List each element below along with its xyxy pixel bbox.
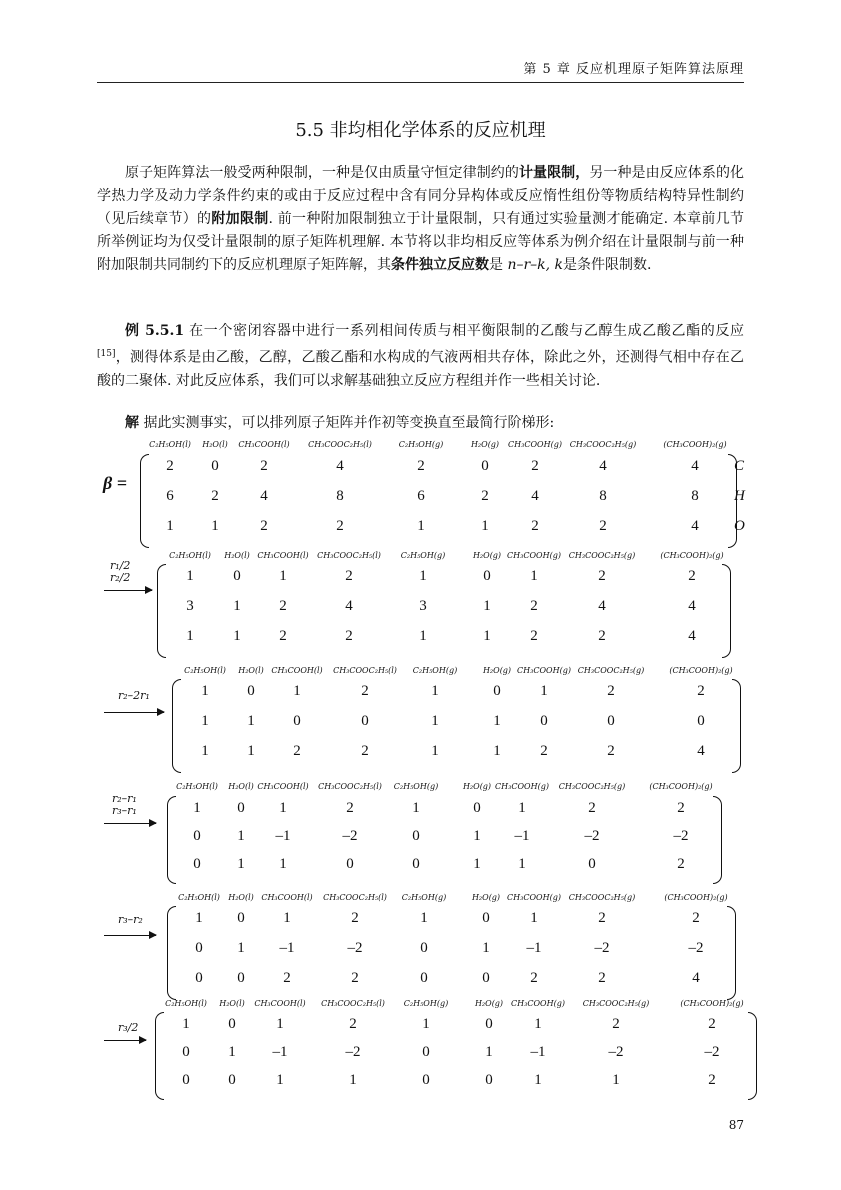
matrix-cell: –2 (342, 828, 358, 844)
species-header: H₂O(l) (224, 551, 250, 560)
matrix-cell: 0 (228, 1072, 236, 1088)
transform-arrow (104, 935, 156, 936)
intro-text-5: 是条件限制数. (563, 257, 652, 273)
matrix-cell: 1 (193, 800, 201, 816)
species-header: CH₃COOH(g) (511, 999, 565, 1008)
species-header: C₂H₅OH(g) (401, 893, 447, 902)
species-header: CH₃COOC₂H₅(l) (308, 440, 372, 449)
intro-text-4: 是 (489, 257, 508, 273)
species-header: (CH₃COOH)₂(g) (680, 999, 744, 1008)
species-header: C₂H₅OH(g) (403, 999, 449, 1008)
matrix-cell: 0 (237, 910, 245, 926)
species-header: CH₃COOC₂H₅(l) (317, 551, 381, 560)
matrix-cell: –2 (673, 828, 689, 844)
matrix-cell: 1 (228, 1044, 236, 1060)
matrix-cell: 3 (186, 598, 194, 614)
intro-text-2: 另一种是由反应体系的化学热力学及动力学条件约束的或由于反应过程中含有同分异构体或反应惰性组份等物质结构特异性制约（见后续章节）的 (97, 165, 745, 227)
species-header: C₂H₅OH(l) (176, 782, 218, 791)
matrix-cell: 6 (417, 488, 425, 504)
species-header: H₂O(g) (482, 666, 512, 675)
species-header: H₂O(l) (202, 440, 228, 449)
matrix-cell: 1 (186, 568, 194, 584)
matrix-cell: –2 (347, 940, 363, 956)
species-header: CH₃COOH(g) (507, 893, 561, 902)
transform-arrow (104, 590, 152, 591)
row-operation-label: r₂–r₁ r₃–r₁ (112, 792, 137, 817)
species-header: CH₃COOC₂H₅(g) (568, 893, 636, 902)
solution-label: 解 (125, 415, 139, 431)
matrix-cell: 1 (493, 743, 501, 759)
matrix-cell: 0 (588, 856, 596, 872)
paragraph-solution (97, 412, 744, 435)
matrix-cell: 1 (483, 628, 491, 644)
species-header: C₂H₅OH(l) (184, 666, 226, 675)
species-header: CH₃COOC₂H₅(g) (558, 782, 626, 791)
transform-arrow (104, 712, 164, 713)
matrix-cell: 1 (279, 800, 287, 816)
matrix-cell: 2 (166, 458, 174, 474)
matrix-cell: 0 (607, 713, 615, 729)
matrix-cell: 2 (279, 598, 287, 614)
matrix-cell: 1 (276, 1072, 284, 1088)
matrix-cell: 1 (485, 1044, 493, 1060)
matrix-cell: 2 (607, 683, 615, 699)
matrix-cell: 1 (233, 598, 241, 614)
species-header: CH₃COOC₂H₅(g) (568, 551, 636, 560)
matrix-cell: 4 (599, 458, 607, 474)
matrix-cell: 0 (485, 1072, 493, 1088)
matrix-cell: 4 (345, 598, 353, 614)
beta-label: β = (103, 473, 127, 493)
matrix-cell: 2 (599, 518, 607, 534)
matrix-cell: 2 (283, 970, 291, 986)
row-operation-label: r₂–2r₁ (118, 689, 150, 702)
species-header: H₂O(l) (238, 666, 264, 675)
species-header: CH₃COOC₂H₅(l) (323, 893, 387, 902)
matrix-cell: 2 (598, 628, 606, 644)
species-header: C₂H₅OH(g) (393, 782, 439, 791)
species-header: H₂O(l) (219, 999, 245, 1008)
matrix-cell: 1 (293, 683, 301, 699)
matrix-cell: 4 (260, 488, 268, 504)
running-header: 第 5 章 反应机理原子矩阵算法原理 (97, 58, 744, 83)
matrix-cell: 0 (247, 683, 255, 699)
matrix-cell: 1 (279, 568, 287, 584)
matrix-cell: 0 (420, 970, 428, 986)
matrix-cell: 2 (530, 970, 538, 986)
matrix-cell: 1 (201, 683, 209, 699)
species-header: CH₃COOC₂H₅(g) (582, 999, 650, 1008)
matrix-cell: 0 (483, 568, 491, 584)
matrix-cell: 1 (431, 743, 439, 759)
matrix-cell: 2 (417, 458, 425, 474)
matrix-cell: 1 (612, 1072, 620, 1088)
matrix-cell: 4 (598, 598, 606, 614)
transform-arrow (104, 1040, 146, 1041)
matrix-cell: 1 (201, 713, 209, 729)
matrix-cell: 2 (260, 458, 268, 474)
example-reference: [15] (97, 349, 116, 359)
matrix-cell: 0 (228, 1016, 236, 1032)
matrix-cell: 2 (708, 1072, 716, 1088)
matrix-cell: 0 (422, 1072, 430, 1088)
matrix-cell: 2 (349, 1016, 357, 1032)
matrix-cell: 2 (279, 628, 287, 644)
matrix-cell: 2 (361, 683, 369, 699)
element-row-label: C (734, 458, 745, 474)
matrix-cell: 1 (186, 628, 194, 644)
matrix-cell: 2 (677, 800, 685, 816)
matrix-cell: 2 (361, 743, 369, 759)
matrix-cell: 2 (211, 488, 219, 504)
matrix-cell: 0 (493, 683, 501, 699)
species-header: CH₃COOH(l) (257, 551, 309, 560)
matrix-cell: 1 (534, 1072, 542, 1088)
matrix-cell: 1 (211, 518, 219, 534)
species-header: H₂O(g) (462, 782, 492, 791)
example-label: 例 5.5.1 (125, 323, 185, 339)
matrix-cell: 2 (588, 800, 596, 816)
matrix-cell: 2 (260, 518, 268, 534)
matrix-cell: 2 (351, 970, 359, 986)
matrix-cell: 0 (182, 1044, 190, 1060)
species-header: (CH₃COOH)₂(g) (664, 893, 728, 902)
matrix-cell: –1 (279, 940, 295, 956)
intro-text-1: 原子矩阵算法一般受两种限制，一种是仅由质量守恒定律制约的 (125, 165, 519, 181)
matrix-cell: 2 (677, 856, 685, 872)
example-text-1: 在一个密闭容器中进行一系列相间传质与相平衡限制的乙酸与乙醇生成乙酸乙酯的反应 (184, 323, 744, 339)
species-header: CH₃COOC₂H₅(g) (577, 666, 645, 675)
matrix-cell: 2 (530, 628, 538, 644)
intro-bold-1: 计量限制， (518, 165, 590, 181)
matrix-cell: 8 (599, 488, 607, 504)
matrix-cell: 0 (473, 800, 481, 816)
species-header: CH₃COOH(g) (517, 666, 571, 675)
intro-bold-2: 附加限制 (211, 211, 269, 227)
matrix-cell: 0 (211, 458, 219, 474)
matrix-cell: –1 (275, 828, 291, 844)
matrix-cell: –2 (608, 1044, 624, 1060)
species-header: C₂H₅OH(g) (398, 440, 444, 449)
matrix-cell: 1 (283, 910, 291, 926)
matrix-cell: 2 (336, 518, 344, 534)
matrix-cell: 0 (482, 910, 490, 926)
matrix-cell: 4 (531, 488, 539, 504)
matrix-cell: 2 (346, 800, 354, 816)
matrix-right-bracket (732, 679, 741, 773)
matrix-cell: 2 (540, 743, 548, 759)
matrix-cell: 1 (431, 713, 439, 729)
matrix-cell: 6 (166, 488, 174, 504)
solution-text: 据此实测事实，可以排列原子矩阵并作初等变换直至最简行阶梯形: (139, 415, 555, 431)
matrix-cell: 2 (530, 598, 538, 614)
matrix-cell: 1 (493, 713, 501, 729)
matrix-cell: 1 (182, 1016, 190, 1032)
section-title: 5.5 非均相化学体系的反应机理 (295, 120, 546, 141)
matrix-cell: –1 (526, 940, 542, 956)
row-operation-label: r₁/2 r₂/2 (110, 559, 131, 584)
matrix-cell: 1 (534, 1016, 542, 1032)
matrix-cell: 2 (481, 488, 489, 504)
matrix-cell: 0 (237, 970, 245, 986)
matrix-right-bracket (748, 1012, 757, 1100)
species-header: CH₃COOH(l) (254, 999, 306, 1008)
matrix-left-bracket (167, 796, 176, 884)
intro-bold-3: 条件独立反应数 (391, 257, 489, 273)
matrix-cell: 1 (417, 518, 425, 534)
intro-text-3: . 前一种附加限制独立于计量限制，只有通过实验量测才能确定. 本章前几节所举例证均为仅受计量限制的原子矩阵机理解. 本节将以非均相反应等体系为例介绍在计量限制与前一种附加限制共同制约下的反应机理原子矩阵解，其 (97, 211, 745, 273)
matrix-cell: 1 (420, 910, 428, 926)
species-header: CH₃COOH(l) (271, 666, 323, 675)
species-header: (CH₃COOH)₂(g) (663, 440, 727, 449)
matrix-cell: 2 (708, 1016, 716, 1032)
matrix-cell: 1 (482, 940, 490, 956)
species-header: H₂O(l) (228, 893, 254, 902)
matrix-cell: 1 (419, 568, 427, 584)
matrix-cell: 0 (697, 713, 705, 729)
matrix-cell: 4 (697, 743, 705, 759)
matrix-cell: 2 (612, 1016, 620, 1032)
matrix-left-bracket (172, 679, 181, 773)
species-header: H₂O(g) (472, 551, 502, 560)
species-header: CH₃COOH(l) (238, 440, 290, 449)
species-header: H₂O(g) (470, 440, 500, 449)
matrix-cell: 0 (481, 458, 489, 474)
matrix-cell: 2 (598, 910, 606, 926)
matrix-cell: 4 (691, 458, 699, 474)
matrix-cell: 1 (237, 828, 245, 844)
intro-formula: n–r–k, k (507, 257, 564, 273)
species-header: (CH₃COOH)₂(g) (660, 551, 724, 560)
matrix-cell: 1 (233, 628, 241, 644)
matrix-cell: 1 (422, 1016, 430, 1032)
matrix-cell: –1 (530, 1044, 546, 1060)
species-header: C₂H₅OH(l) (178, 893, 220, 902)
matrix-cell: 1 (419, 628, 427, 644)
matrix-cell: 2 (345, 628, 353, 644)
matrix-cell: 1 (237, 856, 245, 872)
matrix-cell: 0 (182, 1072, 190, 1088)
matrix-cell: 4 (688, 598, 696, 614)
paragraph-example (97, 320, 744, 393)
matrix-cell: –2 (704, 1044, 720, 1060)
example-text-2: ，测得体系是由乙酸，乙醇，乙酸乙酯和水构成的气液两相共存体，除此之外，还测得气相中存在乙酸的二聚体. 对此反应体系，我们可以求解基础独立反应方程组并作一些相关讨论. (97, 349, 744, 389)
matrix-cell: 4 (691, 518, 699, 534)
species-header: (CH₃COOH)₂(g) (649, 782, 713, 791)
species-header: C₂H₅OH(l) (165, 999, 207, 1008)
matrix-cell: 0 (293, 713, 301, 729)
row-operation-label: r₃/2 (118, 1021, 139, 1034)
species-header: C₂H₅OH(g) (412, 666, 458, 675)
matrix-cell: 2 (692, 910, 700, 926)
matrix-left-bracket (140, 454, 149, 548)
matrix-cell: 1 (412, 800, 420, 816)
element-row-label: O (734, 518, 745, 534)
species-header: CH₃COOC₂H₅(l) (321, 999, 385, 1008)
matrix-left-bracket (155, 1012, 164, 1100)
matrix-cell: 1 (201, 743, 209, 759)
matrix-cell: 0 (540, 713, 548, 729)
matrix-left-bracket (157, 564, 166, 658)
matrix-cell: –1 (514, 828, 530, 844)
matrix-cell: 0 (195, 970, 203, 986)
matrix-cell: 0 (361, 713, 369, 729)
matrix-cell: 2 (598, 970, 606, 986)
matrix-cell: 1 (473, 856, 481, 872)
matrix-left-bracket (167, 906, 176, 1000)
matrix-cell: 0 (422, 1044, 430, 1060)
species-header: CH₃COOC₂H₅(l) (318, 782, 382, 791)
matrix-cell: 1 (247, 713, 255, 729)
matrix-cell: 1 (237, 940, 245, 956)
matrix-cell: 0 (412, 828, 420, 844)
species-header: CH₃COOH(l) (261, 893, 313, 902)
species-header: H₂O(g) (471, 893, 501, 902)
matrix-cell: 1 (518, 856, 526, 872)
species-header: CH₃COOH(g) (495, 782, 549, 791)
matrix-cell: 0 (193, 856, 201, 872)
matrix-cell: 2 (293, 743, 301, 759)
matrix-cell: 0 (233, 568, 241, 584)
matrix-cell: –2 (594, 940, 610, 956)
matrix-cell: 8 (691, 488, 699, 504)
matrix-right-bracket (713, 796, 722, 884)
matrix-cell: 2 (688, 568, 696, 584)
matrix-cell: –2 (688, 940, 704, 956)
matrix-cell: 2 (531, 458, 539, 474)
species-header: C₂H₅OH(g) (400, 551, 446, 560)
species-header: H₂O(l) (228, 782, 254, 791)
matrix-cell: 1 (431, 683, 439, 699)
matrix-cell: 1 (530, 910, 538, 926)
species-header: H₂O(g) (474, 999, 504, 1008)
species-header: CH₃COOC₂H₅(l) (333, 666, 397, 675)
page-number: 87 (728, 1118, 744, 1132)
matrix-cell: 2 (531, 518, 539, 534)
matrix-cell: 2 (607, 743, 615, 759)
matrix-cell: 1 (473, 828, 481, 844)
matrix-cell: 2 (345, 568, 353, 584)
matrix-cell: 0 (237, 800, 245, 816)
species-header: (CH₃COOH)₂(g) (669, 666, 733, 675)
species-header: C₂H₅OH(l) (169, 551, 211, 560)
matrix-cell: 1 (279, 856, 287, 872)
matrix-cell: 1 (540, 683, 548, 699)
matrix-right-bracket (727, 906, 736, 1000)
matrix-cell: 1 (247, 743, 255, 759)
matrix-cell: 4 (688, 628, 696, 644)
matrix-cell: –1 (272, 1044, 288, 1060)
matrix-cell: 1 (349, 1072, 357, 1088)
matrix-cell: 2 (598, 568, 606, 584)
matrix-cell: 0 (420, 940, 428, 956)
matrix-cell: 3 (419, 598, 427, 614)
species-header: CH₃COOH(g) (507, 551, 561, 560)
element-row-label: H (734, 488, 745, 504)
matrix-cell: –2 (584, 828, 600, 844)
matrix-right-bracket (722, 564, 731, 658)
matrix-cell: 0 (485, 1016, 493, 1032)
matrix-cell: 1 (166, 518, 174, 534)
species-header: C₂H₅OH(l) (149, 440, 191, 449)
paragraph-intro (97, 162, 744, 277)
matrix-cell: 4 (336, 458, 344, 474)
transform-arrow (104, 823, 156, 824)
matrix-cell: 8 (336, 488, 344, 504)
species-header: CH₃COOH(l) (257, 782, 309, 791)
species-header: CH₃COOH(g) (508, 440, 562, 449)
matrix-cell: –2 (345, 1044, 361, 1060)
matrix-cell: 2 (697, 683, 705, 699)
matrix-cell: 1 (518, 800, 526, 816)
matrix-cell: 1 (483, 598, 491, 614)
matrix-cell: 4 (692, 970, 700, 986)
matrix-cell: 1 (276, 1016, 284, 1032)
matrix-cell: 1 (530, 568, 538, 584)
matrix-cell: 1 (195, 910, 203, 926)
matrix-cell: 0 (482, 970, 490, 986)
species-header: CH₃COOC₂H₅(g) (569, 440, 637, 449)
matrix-cell: 1 (481, 518, 489, 534)
row-operation-label: r₃–r₂ (118, 913, 143, 926)
matrix-cell: 0 (193, 828, 201, 844)
matrix-cell: 0 (346, 856, 354, 872)
matrix-cell: 0 (195, 940, 203, 956)
matrix-cell: 2 (351, 910, 359, 926)
matrix-cell: 0 (412, 856, 420, 872)
